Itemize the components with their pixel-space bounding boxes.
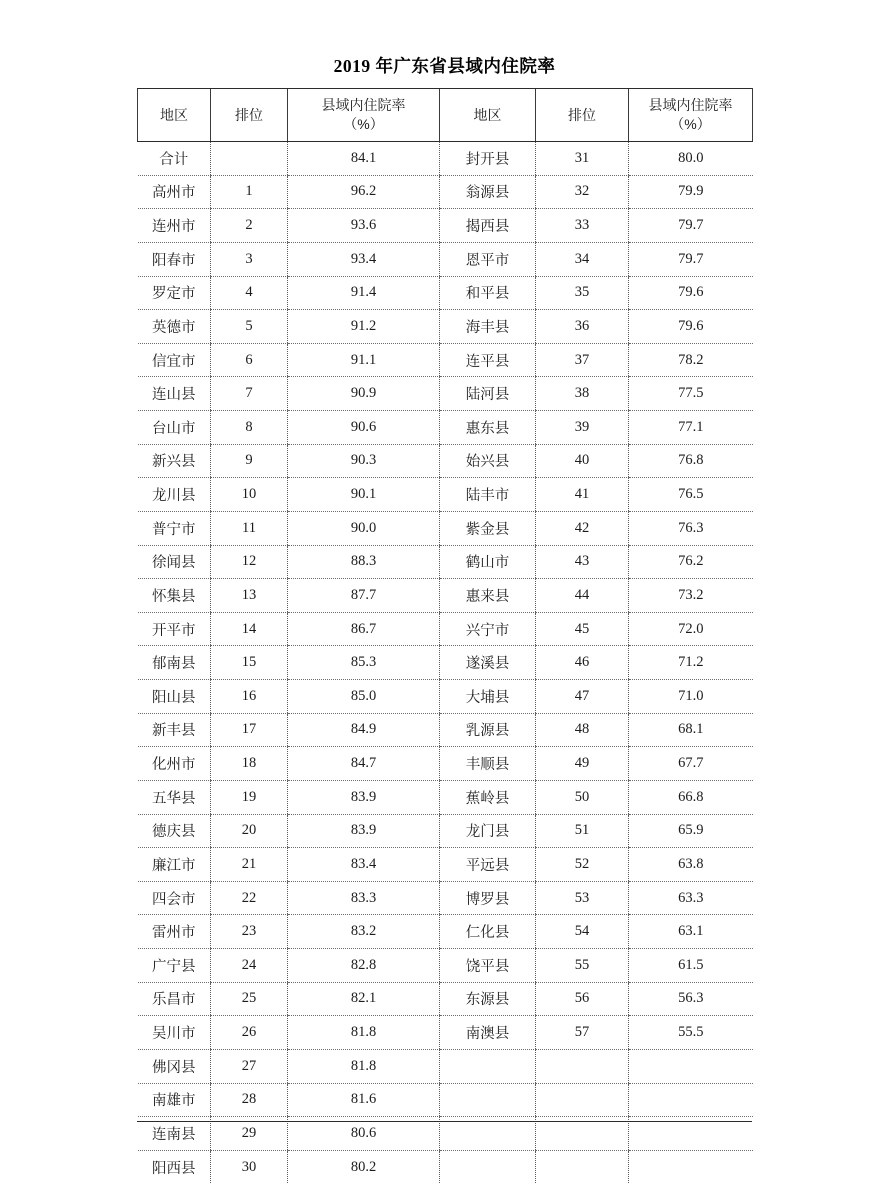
cell-rate-left: 83.4 xyxy=(288,848,440,882)
cell-rate-right: 79.7 xyxy=(629,209,753,243)
cell-rate-right: 63.8 xyxy=(629,848,753,882)
column-header-rank-left: 排位 xyxy=(211,89,288,142)
cell-region-left: 连南县 xyxy=(138,1117,211,1151)
cell-region-right: 兴宁市 xyxy=(440,612,536,646)
cell-rank-right: 52 xyxy=(536,848,629,882)
page-title: 2019 年广东省县域内住院率 xyxy=(137,56,752,77)
column-header-region-right: 地区 xyxy=(440,89,536,142)
column-header-rate-right xyxy=(629,89,753,142)
cell-rank-right: 46 xyxy=(536,646,629,680)
table-row xyxy=(138,612,753,646)
cell-rate-right: 76.3 xyxy=(629,511,753,545)
cell-rank-right: 49 xyxy=(536,747,629,781)
cell-rate-right: 68.1 xyxy=(629,713,753,747)
cell-region-right: 大埔县 xyxy=(440,680,536,714)
table-row xyxy=(138,780,753,814)
table-row xyxy=(138,545,753,579)
cell-rank-right: 50 xyxy=(536,780,629,814)
column-header-region-left: 地区 xyxy=(138,89,211,142)
table-row xyxy=(138,747,753,781)
cell-region-right xyxy=(440,1150,536,1183)
cell-rank-left: 20 xyxy=(211,814,288,848)
cell-rank-left: 8 xyxy=(211,411,288,445)
cell-rate-right: 63.3 xyxy=(629,881,753,915)
table-row xyxy=(138,1016,753,1050)
cell-rank-left: 3 xyxy=(211,242,288,276)
cell-rank-left: 19 xyxy=(211,780,288,814)
cell-region-left: 廉江市 xyxy=(138,848,211,882)
cell-rate-right xyxy=(629,1150,753,1183)
cell-region-right xyxy=(440,1083,536,1117)
cell-rank-left: 14 xyxy=(211,612,288,646)
cell-rank-right xyxy=(536,1049,629,1083)
cell-region-left: 新丰县 xyxy=(138,713,211,747)
cell-rate-left: 91.1 xyxy=(288,343,440,377)
cell-rank-left: 4 xyxy=(211,276,288,310)
cell-region-left: 雷州市 xyxy=(138,915,211,949)
cell-rank-right: 57 xyxy=(536,1016,629,1050)
cell-rank-left: 12 xyxy=(211,545,288,579)
cell-rate-right xyxy=(629,1083,753,1117)
table-row xyxy=(138,982,753,1016)
cell-rank-right: 36 xyxy=(536,310,629,344)
cell-rank-left: 23 xyxy=(211,915,288,949)
cell-rate-right: 63.1 xyxy=(629,915,753,949)
cell-rate-left: 96.2 xyxy=(288,175,440,209)
cell-rank-right: 38 xyxy=(536,377,629,411)
table-row xyxy=(138,377,753,411)
cell-region-left: 南雄市 xyxy=(138,1083,211,1117)
cell-rate-right: 77.5 xyxy=(629,377,753,411)
table-row xyxy=(138,209,753,243)
cell-region-right: 南澳县 xyxy=(440,1016,536,1050)
cell-rank-left: 15 xyxy=(211,646,288,680)
table-row xyxy=(138,142,753,176)
cell-rate-left: 91.2 xyxy=(288,310,440,344)
cell-region-left: 阳春市 xyxy=(138,242,211,276)
cell-rank-right: 39 xyxy=(536,411,629,445)
cell-region-left: 广宁县 xyxy=(138,949,211,983)
cell-rate-left: 85.0 xyxy=(288,680,440,714)
cell-rank-left: 7 xyxy=(211,377,288,411)
table-row xyxy=(138,478,753,512)
cell-rate-left: 90.9 xyxy=(288,377,440,411)
cell-region-left: 新兴县 xyxy=(138,444,211,478)
cell-rank-right: 51 xyxy=(536,814,629,848)
cell-region-left: 四会市 xyxy=(138,881,211,915)
cell-rate-left: 82.1 xyxy=(288,982,440,1016)
cell-region-left: 普宁市 xyxy=(138,511,211,545)
cell-rate-left: 86.7 xyxy=(288,612,440,646)
cell-region-left: 连山县 xyxy=(138,377,211,411)
table-row xyxy=(138,1083,753,1117)
cell-rank-right: 44 xyxy=(536,579,629,613)
cell-rank-left: 28 xyxy=(211,1083,288,1117)
cell-region-right: 东源县 xyxy=(440,982,536,1016)
cell-rank-right xyxy=(536,1083,629,1117)
column-header-rate-right-line1: 县域内住院率 xyxy=(629,96,752,115)
cell-rate-left: 84.1 xyxy=(288,142,440,176)
cell-region-right: 陆丰市 xyxy=(440,478,536,512)
cell-region-right: 蕉岭县 xyxy=(440,780,536,814)
cell-rate-left: 81.6 xyxy=(288,1083,440,1117)
table-row xyxy=(138,175,753,209)
cell-rate-right: 56.3 xyxy=(629,982,753,1016)
cell-rate-left: 81.8 xyxy=(288,1049,440,1083)
cell-rank-right: 43 xyxy=(536,545,629,579)
cell-region-right: 鹤山市 xyxy=(440,545,536,579)
cell-rank-left: 30 xyxy=(211,1150,288,1183)
cell-rank-left xyxy=(211,142,288,176)
cell-rank-right: 35 xyxy=(536,276,629,310)
cell-region-right: 揭西县 xyxy=(440,209,536,243)
table-row xyxy=(138,915,753,949)
cell-rate-right xyxy=(629,1049,753,1083)
cell-rank-right: 45 xyxy=(536,612,629,646)
cell-region-right: 翁源县 xyxy=(440,175,536,209)
cell-rate-left: 83.3 xyxy=(288,881,440,915)
cell-rate-left: 93.6 xyxy=(288,209,440,243)
cell-rank-right: 53 xyxy=(536,881,629,915)
cell-rate-right: 78.2 xyxy=(629,343,753,377)
cell-rank-left: 17 xyxy=(211,713,288,747)
cell-rate-right: 77.1 xyxy=(629,411,753,445)
table-row xyxy=(138,444,753,478)
table-row xyxy=(138,343,753,377)
cell-rate-right: 71.2 xyxy=(629,646,753,680)
cell-rank-right: 47 xyxy=(536,680,629,714)
cell-rate-left: 82.8 xyxy=(288,949,440,983)
cell-region-right: 惠来县 xyxy=(440,579,536,613)
cell-region-left: 吴川市 xyxy=(138,1016,211,1050)
table-row xyxy=(138,511,753,545)
cell-region-left: 英德市 xyxy=(138,310,211,344)
column-header-rate-left-line2: （%） xyxy=(288,115,439,134)
cell-region-right: 陆河县 xyxy=(440,377,536,411)
cell-rate-left: 90.6 xyxy=(288,411,440,445)
cell-rank-left: 18 xyxy=(211,747,288,781)
cell-rank-right xyxy=(536,1150,629,1183)
cell-rate-left: 83.2 xyxy=(288,915,440,949)
cell-rank-left: 13 xyxy=(211,579,288,613)
cell-rate-right: 66.8 xyxy=(629,780,753,814)
cell-region-right: 仁化县 xyxy=(440,915,536,949)
cell-rate-right: 65.9 xyxy=(629,814,753,848)
cell-region-right: 和平县 xyxy=(440,276,536,310)
cell-region-left: 郁南县 xyxy=(138,646,211,680)
cell-region-left: 罗定市 xyxy=(138,276,211,310)
cell-region-left: 龙川县 xyxy=(138,478,211,512)
cell-rate-right: 61.5 xyxy=(629,949,753,983)
cell-region-right: 连平县 xyxy=(440,343,536,377)
cell-rank-right: 31 xyxy=(536,142,629,176)
cell-region-left: 德庆县 xyxy=(138,814,211,848)
cell-rank-left: 1 xyxy=(211,175,288,209)
cell-region-left: 信宜市 xyxy=(138,343,211,377)
cell-rank-left: 26 xyxy=(211,1016,288,1050)
column-header-rate-right-line2: （%） xyxy=(629,115,752,134)
cell-rate-left: 87.7 xyxy=(288,579,440,613)
cell-region-right: 惠东县 xyxy=(440,411,536,445)
cell-rate-left: 81.8 xyxy=(288,1016,440,1050)
cell-rate-left: 93.4 xyxy=(288,242,440,276)
cell-rank-right: 54 xyxy=(536,915,629,949)
cell-rate-right: 71.0 xyxy=(629,680,753,714)
cell-rate-right: 76.2 xyxy=(629,545,753,579)
cell-rate-left: 90.0 xyxy=(288,511,440,545)
cell-rank-left: 22 xyxy=(211,881,288,915)
cell-rank-right: 33 xyxy=(536,209,629,243)
cell-rank-left: 16 xyxy=(211,680,288,714)
cell-rank-left: 21 xyxy=(211,848,288,882)
cell-region-left: 合计 xyxy=(138,142,211,176)
header-row xyxy=(138,89,753,142)
cell-rank-right: 41 xyxy=(536,478,629,512)
cell-region-right: 恩平市 xyxy=(440,242,536,276)
cell-region-left: 五华县 xyxy=(138,780,211,814)
cell-region-left: 阳山县 xyxy=(138,680,211,714)
cell-region-left: 徐闻县 xyxy=(138,545,211,579)
cell-region-right: 遂溪县 xyxy=(440,646,536,680)
table-row xyxy=(138,646,753,680)
cell-rank-left: 10 xyxy=(211,478,288,512)
cell-rate-right: 80.0 xyxy=(629,142,753,176)
cell-rate-left: 80.6 xyxy=(288,1117,440,1151)
cell-rank-left: 27 xyxy=(211,1049,288,1083)
cell-region-right: 乳源县 xyxy=(440,713,536,747)
table-row xyxy=(138,276,753,310)
cell-region-right: 始兴县 xyxy=(440,444,536,478)
cell-rate-right: 79.6 xyxy=(629,276,753,310)
cell-rate-right: 76.5 xyxy=(629,478,753,512)
cell-rank-left: 9 xyxy=(211,444,288,478)
column-header-rank-right: 排位 xyxy=(536,89,629,142)
cell-region-right: 海丰县 xyxy=(440,310,536,344)
cell-rate-right: 55.5 xyxy=(629,1016,753,1050)
cell-region-left: 高州市 xyxy=(138,175,211,209)
cell-rank-right: 56 xyxy=(536,982,629,1016)
cell-region-left: 阳西县 xyxy=(138,1150,211,1183)
cell-region-left: 开平市 xyxy=(138,612,211,646)
cell-rank-right: 55 xyxy=(536,949,629,983)
cell-rate-left: 80.2 xyxy=(288,1150,440,1183)
cell-region-right: 饶平县 xyxy=(440,949,536,983)
cell-rate-right: 72.0 xyxy=(629,612,753,646)
cell-rank-left: 11 xyxy=(211,511,288,545)
table-header xyxy=(138,89,753,142)
column-header-rate-left-line1: 县域内住院率 xyxy=(288,96,439,115)
cell-region-left: 台山市 xyxy=(138,411,211,445)
cell-region-right: 丰顺县 xyxy=(440,747,536,781)
cell-region-left: 乐昌市 xyxy=(138,982,211,1016)
hospitalization-rate-table-wrap xyxy=(137,88,752,1183)
cell-region-left: 佛冈县 xyxy=(138,1049,211,1083)
table-body xyxy=(138,142,753,1183)
cell-rank-right: 48 xyxy=(536,713,629,747)
cell-rank-left: 24 xyxy=(211,949,288,983)
cell-region-left: 连州市 xyxy=(138,209,211,243)
table-bottom-rule xyxy=(137,1121,752,1122)
cell-region-right: 博罗县 xyxy=(440,881,536,915)
table-row xyxy=(138,310,753,344)
cell-rate-left: 91.4 xyxy=(288,276,440,310)
cell-region-right xyxy=(440,1049,536,1083)
cell-rate-left: 85.3 xyxy=(288,646,440,680)
cell-region-right: 封开县 xyxy=(440,142,536,176)
column-header-rate-left xyxy=(288,89,440,142)
table-row xyxy=(138,1049,753,1083)
cell-rate-left: 83.9 xyxy=(288,814,440,848)
table-row xyxy=(138,579,753,613)
cell-region-right: 紫金县 xyxy=(440,511,536,545)
cell-rank-left: 25 xyxy=(211,982,288,1016)
cell-rate-left: 84.9 xyxy=(288,713,440,747)
table-row xyxy=(138,713,753,747)
cell-rank-right: 42 xyxy=(536,511,629,545)
cell-rate-right: 76.8 xyxy=(629,444,753,478)
cell-region-left: 化州市 xyxy=(138,747,211,781)
table-row xyxy=(138,411,753,445)
table-row xyxy=(138,814,753,848)
table-row xyxy=(138,848,753,882)
cell-rate-left: 83.9 xyxy=(288,780,440,814)
table-row xyxy=(138,242,753,276)
cell-region-right: 龙门县 xyxy=(440,814,536,848)
table-row xyxy=(138,680,753,714)
cell-region-right: 平远县 xyxy=(440,848,536,882)
cell-rate-left: 84.7 xyxy=(288,747,440,781)
table-row xyxy=(138,1150,753,1183)
cell-rank-left: 6 xyxy=(211,343,288,377)
cell-rank-right: 32 xyxy=(536,175,629,209)
cell-rate-left: 90.1 xyxy=(288,478,440,512)
cell-region-left: 怀集县 xyxy=(138,579,211,613)
cell-rate-right: 79.9 xyxy=(629,175,753,209)
cell-rate-right: 73.2 xyxy=(629,579,753,613)
cell-rank-left: 5 xyxy=(211,310,288,344)
cell-rate-left: 90.3 xyxy=(288,444,440,478)
cell-rate-right: 79.6 xyxy=(629,310,753,344)
hospitalization-rate-table xyxy=(137,88,753,1183)
table-row xyxy=(138,881,753,915)
cell-rank-right: 34 xyxy=(536,242,629,276)
cell-rate-left: 88.3 xyxy=(288,545,440,579)
cell-rate-right: 79.7 xyxy=(629,242,753,276)
cell-rate-right: 67.7 xyxy=(629,747,753,781)
cell-rank-left: 2 xyxy=(211,209,288,243)
cell-rank-right: 40 xyxy=(536,444,629,478)
cell-rank-right: 37 xyxy=(536,343,629,377)
cell-rank-left: 29 xyxy=(211,1117,288,1151)
table-row xyxy=(138,949,753,983)
